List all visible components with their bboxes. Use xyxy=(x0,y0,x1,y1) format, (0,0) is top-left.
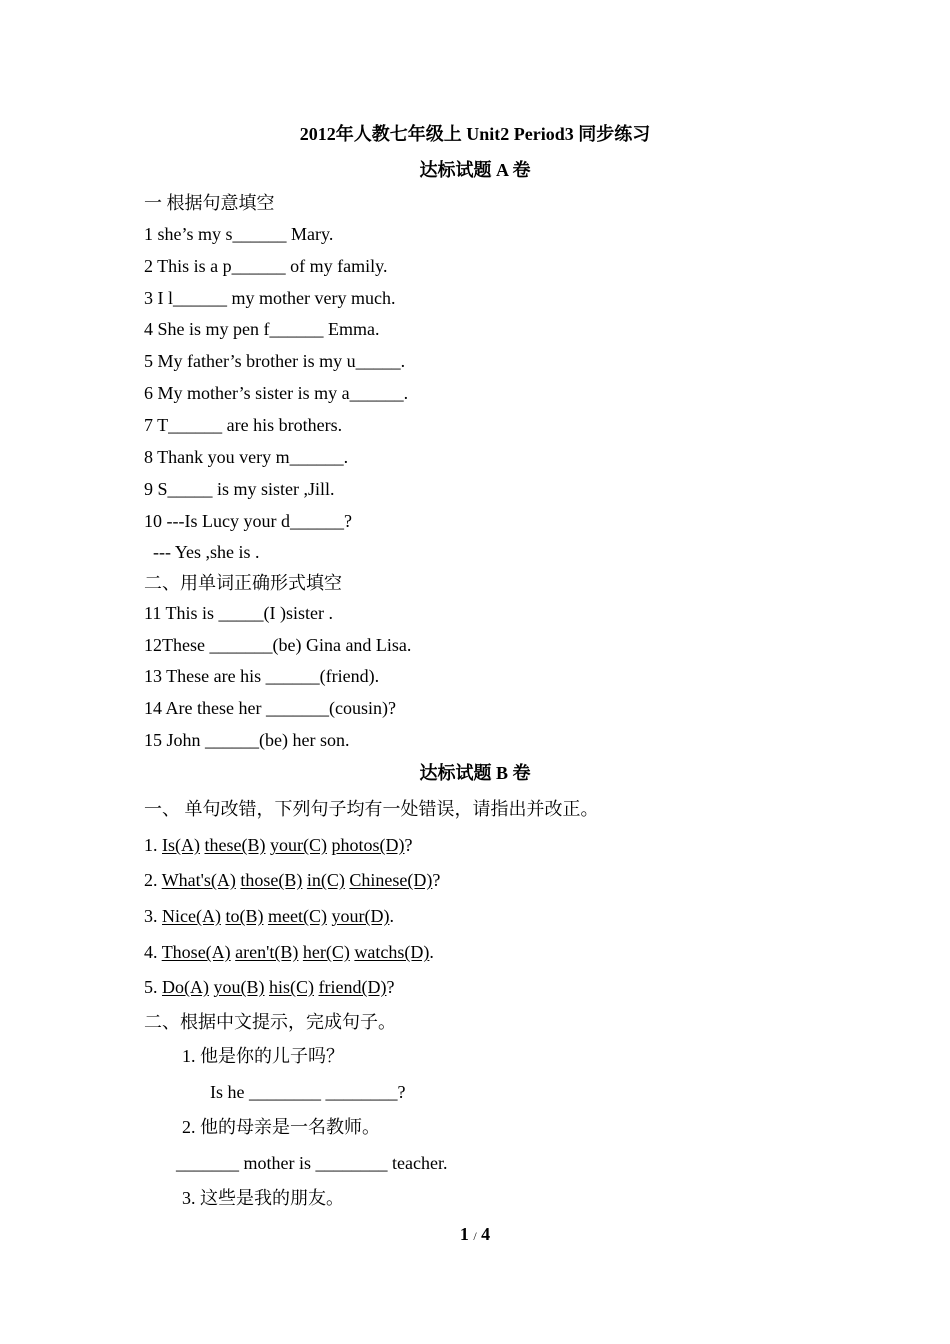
item-number: 5. xyxy=(144,977,158,997)
option-c: your(C) xyxy=(269,835,327,855)
question-line: 7 T______ are his brothers. xyxy=(144,415,343,435)
question-line: 10 ---Is Lucy your d______? xyxy=(144,511,352,531)
option-c: meet(C) xyxy=(267,906,327,926)
option-d: photos(D) xyxy=(331,835,405,855)
page-number: 1 xyxy=(459,1224,469,1244)
option-d: watchs(D) xyxy=(354,942,430,962)
question-line: 8 Thank you very m______. xyxy=(144,447,349,467)
item-end: ? xyxy=(404,835,413,855)
translation-prompt: 2. 他的母亲是一名教师。 xyxy=(182,1117,380,1137)
item-number: 1. xyxy=(144,835,158,855)
option-b: to(B) xyxy=(225,906,264,926)
question-line: 15 John ______(be) her son. xyxy=(144,730,350,750)
option-a: Nice(A) xyxy=(162,906,221,926)
item-end: . xyxy=(429,942,434,962)
item-end: . xyxy=(389,906,394,926)
page-separator: / xyxy=(473,1229,477,1243)
option-d: Chinese(D) xyxy=(349,870,433,890)
item-number: 2. xyxy=(144,870,158,890)
section-b-part2-title: 二、根据中文提示，完成句子。 xyxy=(144,1012,396,1032)
option-b: aren't(B) xyxy=(235,942,299,962)
option-b: you(B) xyxy=(213,977,265,997)
option-a: Is(A) xyxy=(162,835,200,855)
question-line: 14 Are these her _______(cousin)? xyxy=(144,698,396,718)
error-correction-item xyxy=(144,905,394,927)
section-a-part2-title: 二、用单词正确形式填空 xyxy=(144,573,342,593)
question-line: 9 S_____ is my sister ,Jill. xyxy=(144,479,335,499)
translation-prompt: 3. 这些是我的朋友。 xyxy=(182,1188,344,1208)
translation-prompt: 1. 他是你的儿子吗？ xyxy=(182,1046,344,1066)
option-b: these(B) xyxy=(204,835,266,855)
item-end: ? xyxy=(432,870,441,890)
option-a: Those(A) xyxy=(161,942,231,962)
translation-answer-line: _______ mother is ________ teacher. xyxy=(176,1153,448,1173)
item-end: ? xyxy=(386,977,395,997)
error-correction-item xyxy=(144,941,434,963)
option-c: his(C) xyxy=(269,977,314,997)
error-correction-item xyxy=(144,834,412,856)
page-total: 4 xyxy=(481,1224,491,1244)
section-a-heading: 达标试题 A 卷 xyxy=(419,160,531,180)
section-b-heading: 达标试题 B 卷 xyxy=(419,763,531,783)
question-line: 12These _______(be) Gina and Lisa. xyxy=(144,635,412,655)
section-a-part1-title: 一 根据句意填空 xyxy=(144,193,275,213)
error-correction-item xyxy=(144,869,440,891)
question-line: 4 She is my pen f______ Emma. xyxy=(144,319,380,339)
option-c: her(C) xyxy=(302,942,350,962)
page-footer xyxy=(0,1224,950,1245)
item-number: 4. xyxy=(144,942,158,962)
answer-line: --- Yes ,she is . xyxy=(144,542,260,562)
section-b-part1-title: 一、 单句改错，下列句子均有一处错误，请指出并改正。 xyxy=(144,799,599,819)
option-a: Do(A) xyxy=(162,977,209,997)
item-number: 3. xyxy=(144,906,158,926)
option-a: What's(A) xyxy=(161,870,236,890)
option-d: your(D) xyxy=(331,906,390,926)
question-line: 1 she’s my s______ Mary. xyxy=(144,224,334,244)
question-line: 5 My father’s brother is my u_____. xyxy=(144,351,406,371)
question-line: 11 This is _____(I )sister . xyxy=(144,603,333,623)
option-c: in(C) xyxy=(306,870,345,890)
document-title: 2012年人教七年级上 Unit2 Period3 同步练习 xyxy=(299,124,651,144)
question-line: 13 These are his ______(friend). xyxy=(144,666,380,686)
question-line: 3 I l______ my mother very much. xyxy=(144,288,396,308)
translation-answer-line: Is he ________ ________? xyxy=(210,1082,406,1102)
error-correction-item xyxy=(144,976,394,998)
option-d: friend(D) xyxy=(318,977,387,997)
option-b: those(B) xyxy=(240,870,303,890)
question-line: 2 This is a p______ of my family. xyxy=(144,256,388,276)
question-line: 6 My mother’s sister is my a______. xyxy=(144,383,409,403)
